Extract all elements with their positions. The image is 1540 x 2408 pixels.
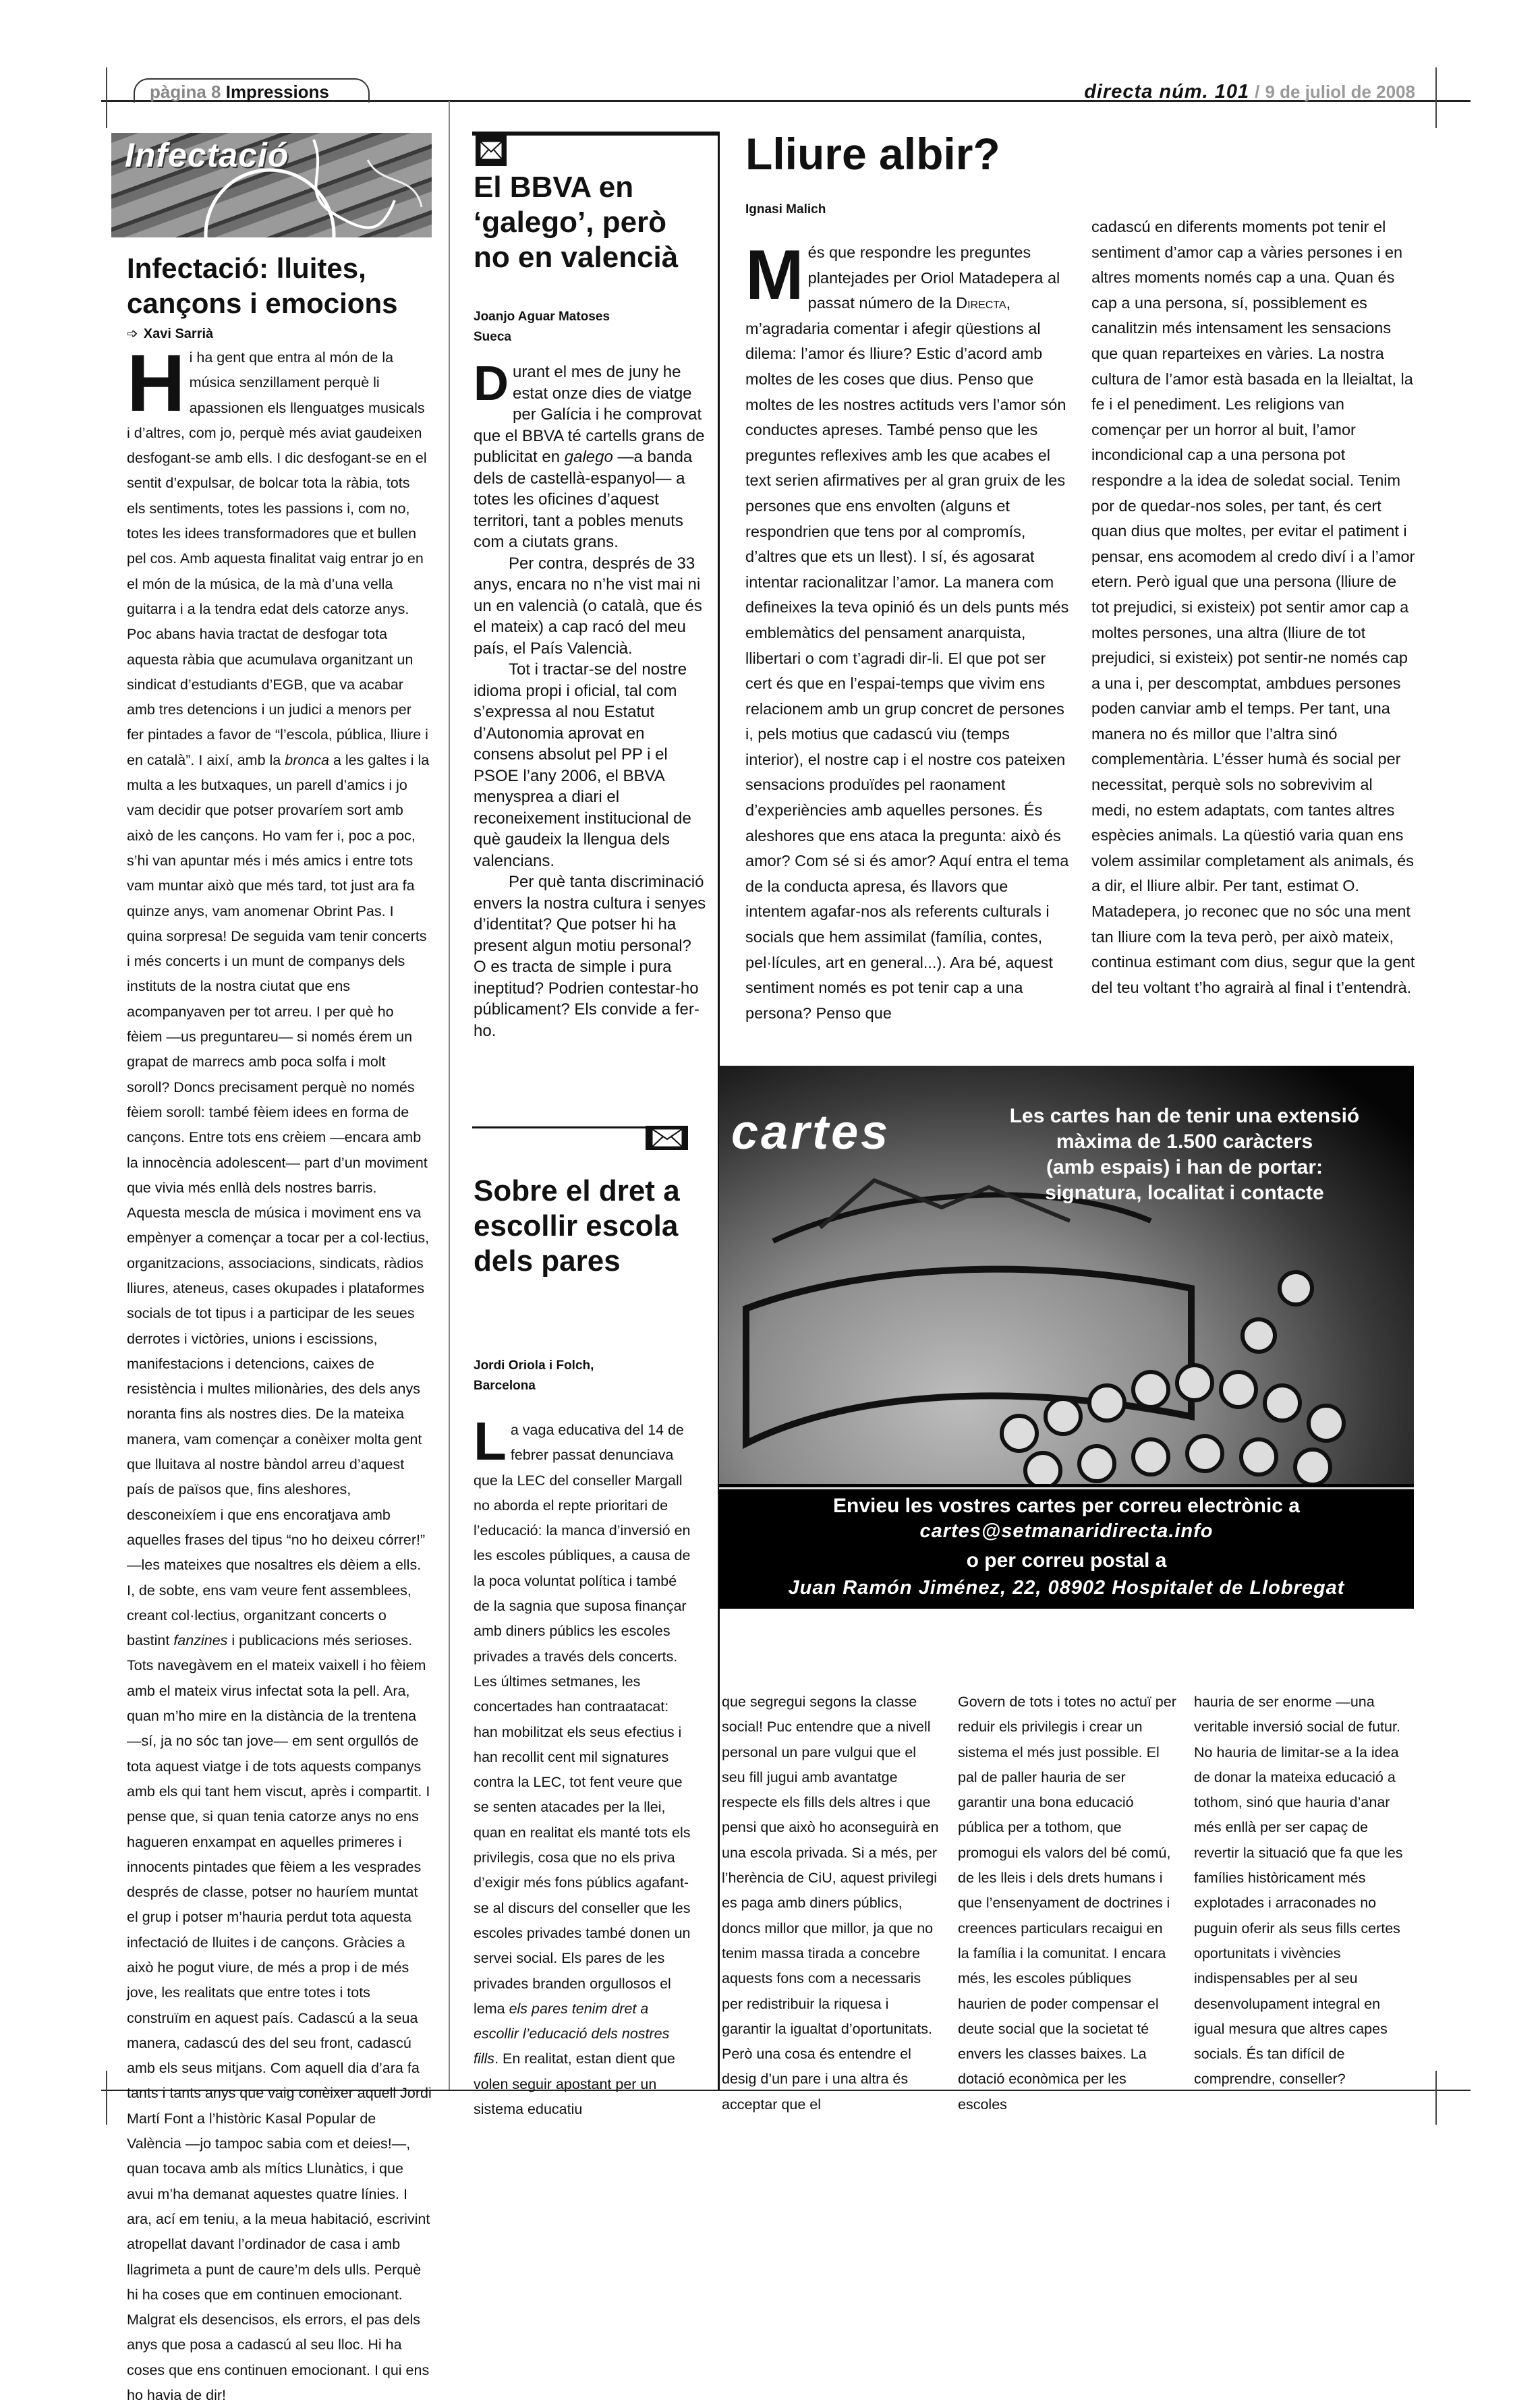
section-name: Impressions <box>225 82 329 102</box>
email-link[interactable]: cartes@setmanaridirecta.info <box>919 1520 1214 1542</box>
lliure-body-col1 <box>745 236 1069 1026</box>
bbva-body <box>474 357 706 1041</box>
text-run: i ha gent que entra al món de la música senzillament perquè li apassionen els llenguatges musicals i d’altres, com jo, perquè més aviat gaudeixen desfogant-se amb ells. I dic desfogant-se en el sentit d’expulsar, de bolcar tota la ràbia, tots els sentiments, totes les passions i, com no, totes les idees transformadores que et bullen pel cos. Amb aquesta finalitat vaig entrar jo en el món de la música, de la mà d’una vella guitarra i a la tendra edat dels catorze anys. Poc abans havia tractat de desfogar tota aquesta ràbia que acumulava organitzant un sindicat d’estudiants d’EGB, que va acabar amb tres detencions i un judici a menors per fer pintades a favor de “l’escola, pública, lliure i en català”. I així, amb la <box>127 349 428 768</box>
cartes-banner <box>719 1487 1414 1609</box>
location: Barcelona <box>474 1379 536 1393</box>
send-post-text: o per correu postal a <box>966 1549 1167 1572</box>
article-text <box>722 1694 939 2113</box>
frame-left-bottom <box>106 2071 107 2125</box>
paragraph <box>474 659 706 871</box>
article-text <box>1091 218 1415 996</box>
infectacio-title: Infectació: lluites, cançons i emocions <box>127 252 398 319</box>
page-number: pàgina 8 <box>150 82 221 102</box>
text-run: a vaga educativa del 14 de febrer passat denunciava que la LEC del conseller Margall no aborda el repte prioritari de l’educació: la manca d’inversió en les escoles públiques, a causa de la poca voluntat política i també de la sagnia que suposa finançar amb diners públics les escoles privades a través dels concerts. Les últimes setmanes, les concertades han contraatacat: han mobilitzat els seus efectius i han recollit cent mil signatures contra la LEC, tot fent veure que se senten atacades per la llei, quan en realitat els manté tots els privilegis, cosa que no els priva d’exigir més fons públics agafant-se al discurs del conseller que les escoles privades també donen un servei social. Els pares de les privades branden orgullosos el lema <box>474 1422 691 2017</box>
bbva-byline <box>474 307 610 347</box>
arrow-icon: ➩ <box>127 326 138 341</box>
frame-right-top <box>1435 67 1437 128</box>
envelope-icon <box>646 1126 688 1150</box>
author: Xavi Sarrià <box>143 326 214 341</box>
envelope-icon <box>476 135 507 166</box>
publication-issue: directa núm. 101 <box>1084 81 1250 103</box>
drop-cap: D <box>474 357 509 411</box>
article-text <box>127 338 432 2404</box>
text-run: a les galtes i la multa a les butxaques, un parell d’amics i jo vam decidir que potser provaríem sort amb això de les cançons. Ho vam fer i, poc a poc, s’hi van apuntar més i més amics i entre tots vam muntar això que més tard, tot just ara fa quinze anys, vam anomenar Obrint Pas. I quina sorpresa! De seguida vam tenir concerts i més concerts i un munt de companys dels instituts de la nostra ciutat que ens acompanyaven per tot arreu. I per què ho fèiem —us preguntareu— si només érem un grapat de marrecs amb poca solfa i molt soroll? Doncs precisament perquè no només fèiem soroll: també fèiem idees en forma de cançons. Entre tots ens crèiem —encara amb la innocència adolescent— part d’un moviment que vivia més enllà dels nostres barris. Aquesta mescla de música i moviment ens va empènyer a començar a tocar per a col·lectius, organitzacions, associacions, sindicats, ràdios lliures, ateneus, cases okupades i plataformes socials de tot tipus i a participar de les seues derrotes i victòries, unions i escissions, manifestacions i detencions, caixes de resistència i multes milionàries, des dels anys noranta fins als nostres dies. De la mateixa manera, vam començar a conèixer molta gent que lluitava al nostre bàndol arreu d’aquest país de països que, fins aleshores, desconeixíem i que ens encoratjava amb aquelles frases del tipus “no ho deixeu córrer!” —les mateixes que nosaltres els dèiem a ells. I, de sobte, ens vam veure fent assemblees, creant col·lectius, organitzant concerts o bastint <box>127 751 430 1649</box>
frame-left-top <box>106 67 107 128</box>
paragraph <box>474 357 706 553</box>
text-run: i publicacions més serioses. Tots navegàvem en el mateix vaixell i ho fèiem amb el mateix virus infectat sota la pell. Ara, quan m’ho mire en la distància de la trentena —sí, ja no sóc tan jove— em sent orgullós de tota aquest viatge i de tots aquests companys amb els qui tant hem viscut, après i compartit. I pense que, si quan tenia catorze anys no ens hagueren enxampat en aquelles primeres i innocents pintades que fèiem a les vesprades després de classe, potser no hauríem muntat el grup i potser m’hauria perdut tota aquesta infectació de lluites i de cançons. Gràcies a això he pogut viure, de més a prop i de més jove, les realitats que entre totes i tots construïm en aquest país. Cadascú a la seua manera, cadascú des del seu front, cadascú amb els seus mitjans. Com aquell dia d’ara fa tants i tants anys que vaig conèixer aquell Jordi Martí Font a l’històric Kasal Popular de València —jo tampoc sabia com et deies!—, quan tocava amb als mítics Llunàtics, i que avui m’ha demanat aquestes quatre línies. I ara, ací em teniu, a la meua habitació, escrivint atropellat davant l’ordinador de casa i amb llagrimeta a punt de caure’m dels ulls. Perquè hi ha coses que em continuen emocionant. Malgrat els desencisos, els errors, el pas dels anys que posa a cadascú al seu lloc. Hi ha coses que ens continuen emocionant. I qui ens ho havia de dir! <box>127 1632 432 2404</box>
text-run: és que respondre les preguntes plantejades per Oriol Matadepera al passat número de la <box>807 243 1060 312</box>
author: Jordi Oriola i Folch, <box>474 1358 594 1373</box>
escola-byline <box>474 1356 594 1396</box>
cartes-heading: cartes <box>731 1106 891 1159</box>
column-divider-1 <box>449 101 450 2090</box>
escola-body-col3 <box>958 1690 1177 2117</box>
text-run: Per contra, després de 33 anys, encara no n’he vist mai ni un en valencià (o català, que és el mateix) a cap racó del meu país, el País Valencià. <box>474 554 702 658</box>
drop-cap: M <box>745 236 804 314</box>
article-text <box>958 1694 1176 2113</box>
rule-line: signatura, localitat i contacte <box>1045 1182 1324 1204</box>
drop-cap: L <box>474 1411 507 1471</box>
lliure-body-col2 <box>1091 214 1415 1000</box>
rule-line: màxima de 1.500 caràcters <box>1056 1130 1313 1153</box>
infectacio-image <box>111 133 432 237</box>
location: Sueca <box>474 330 511 344</box>
rule-line: (amb espais) i han de portar: <box>1046 1156 1323 1178</box>
rule-line: Les cartes han de tenir una extensió <box>1009 1105 1360 1127</box>
paragraph <box>474 871 706 1041</box>
author: Joanjo Aguar Matoses <box>474 310 610 324</box>
paragraph-text <box>474 660 691 870</box>
drop-cap: H <box>127 338 186 428</box>
article-text <box>474 1422 691 2117</box>
masthead <box>1084 78 1415 105</box>
text-run: . En realitat, estan dient que volen seguir apostant per un sistema educatiu <box>474 2051 675 2118</box>
escola-body-col2 <box>722 1690 941 2117</box>
escola-title: Sobre el dret a escollir escola dels pares <box>474 1174 680 1278</box>
issue-date: 9 de juliol de 2008 <box>1265 82 1415 102</box>
italic-text: bronca <box>285 751 329 768</box>
text-run: Tot i tractar-se del nostre idioma propi i oficial, tal com s’expressa al nou Estatut d’Autonomia aprovat en consens absolut pel PP i el PSOE l’any 2006, el BBVA menysprea a diari el reconeixement institucional de què gaudeix la llengua dels valencians. <box>474 660 691 870</box>
escola-body-col1 <box>474 1411 696 2122</box>
italic-text: els pares tenim dret a escollir l’educació dels nostres fills <box>474 2000 670 2067</box>
cartes-rules <box>975 1103 1394 1206</box>
frame-right-bottom <box>1435 2071 1437 2125</box>
text-run: Govern de tots i totes no actuï per reduir els privilegis i crear un sistema el més just possible. El pal de paller hauria de ser garantir una bona educació pública per a tothom, que promogui els valors del bé comú, de les lleis i dels drets humans i que l’ensenyament de doctrines i creences particulars recaigui en la família i la comunitat. I encara més, les escoles públiques haurien de poder compensar el deute social que la societat té envers les classes baixes. La dotació econòmica per les escoles <box>958 1694 1176 2113</box>
postal-address: Juan Ramón Jiménez, 22, 08902 Hospitalet de Llobregat <box>788 1577 1345 1599</box>
paragraph-text <box>474 873 706 1040</box>
text-run: cadascú en diferents moments pot tenir el sentiment d’amor cap a vàries persones i en altres moments només cap a una. Quan és cap a una persona, sí, possiblement es canalitzin més intensament les sensacions que quan reparteixes en vàries. La nostra cultura de l’amor està basada en la lleialtat, la fe i el penediment. Les religions van començar per un horror al buit, l’amor incondicional cap a una persona pot respondre a la idea de soledat social. Tenim por de quedar-nos soles, per tant, és cert quan dius que moltes, per evitar el patiment i pensar, ens acomodem al credo diví i a l’amor etern. Però igual que una persona (lliure de tot prejudici, si existeix) pot sentir amor cap a moltes persones, una altra (lliure de tot prejudici, si existeix) pot sentir-ne només cap a una i, per descomptat, ambdues persones poden canviar amb el temps. Per tant, una manera no és millor que l’altra sinó complementària. L’ésser humà és social per necessitat, perquè sols no sobrevivim al medi, no estem adaptats, com tantes altres espècies animals. La qüestió varia quan ens volem assimilar completament als animals, és a dir, el lliure albir. Per tant, estimat O. Matadepera, jo reconec que no sóc una ment tan lliure com la teva però, per això mateix, continua estimant com dius, segur que la gent del teu voltant t’ho agrairà al final i t’entendrà. <box>1091 218 1415 996</box>
lliure-title: Lliure albir? <box>745 129 1000 179</box>
paragraph <box>474 553 706 660</box>
text-run: , m’agradaria comentar i afegir qüestions al dilema: l’amor és lliure? Estic d’acord amb moltes de les coses que dius. Penso que moltes de les nostres actituds vers l’amor són conductes apreses. També penso que les preguntes reflexives amb les que acabes el text serien afirmatives per al gran gruix de les persones que ens envolten (alguns et respondrien que tens por al compromís, d’altres que ets un llest). I sí, és agosarat intentar racionalitzar l’amor. La manera com defineixes la teva opinió és un dels punts més emblemàtics del pensament anarquista, llibertari o com t’agradi dir-li. El que pot ser cert és que en l’espai-temps que vivim ens relacionem amb un grup concret de persones i, pels motius que cadascú viu (temps interior), el nostre cap i el nostre cos pateixen sensacions produïdes pel raonament d’experiències amb aquelles persones. És aleshores que ens ataca la pregunta: això és amor? Com sé si és amor? Aquí entra el tema de la conducta apresa, és llavors que intentem agafar-nos als referents culturals i socials que hem assimilat (família, contes, pel·lícules, art en general...). Ara bé, aquest sentiment només es pot tenir cap a una persona? Penso que <box>745 294 1069 1022</box>
infectacio-image-label: Infectació <box>125 136 289 174</box>
escola-body-col4 <box>1194 1690 1413 2092</box>
separator: / <box>1255 82 1260 102</box>
italic-text: fanzines <box>173 1632 228 1649</box>
text-run: —a banda dels de castellà-espanyol— a totes les oficines d’aquest territori, tant a pobles menuts com a ciutats grans. <box>474 448 693 551</box>
text-run: hauria de ser enorme —una veritable inversió social de futur. No hauria de limitar-se a la idea de donar la mateixa educació a tothom, sinó que hauria d’anar més enllà per ser capaç de revertir la situació que fa que les famílies històricament més explotades i arraconades no puguin oferir als seus fills certes oportunitats i vivències indispensables per al seu desenvolupament integral en igual mesura que altres capes socials. És tan difícil de comprendre, conseller? <box>1194 1694 1403 2088</box>
lliure-byline: Ignasi Malich <box>745 202 826 217</box>
bbva-box-top <box>472 132 719 136</box>
article-text <box>1194 1694 1403 2087</box>
text-run: Per què tanta discriminació envers la nostra cultura i senyes d’identitat? Que potser hi ha present algun motiu personal? O es tracta de simple i pura ineptitud? Podrien contestar-ho públicament? Els convide a fer-ho. <box>474 873 706 1040</box>
infectacio-body <box>127 338 432 2408</box>
send-email-text: Envieu les vostres cartes per correu electrònic a <box>832 1495 1300 1517</box>
publication-name: Directa <box>956 294 1006 312</box>
text-run: que segregui segons la classe social! Puc entendre que a nivell personal un pare vulgui que el seu fill jugui amb avantatge respecte els fills dels altres i que pensi que això ho aconseguirà en una escola privada. Si a més, per l’herència de CiU, aquest privilegi es paga amb diners públics, doncs millor que millor, ja que no tenim massa tirada a concebre aquests fons com a necessaris per redistribuir la riquesa i garantir la igualtat d’oportunitats. Però una cosa és entendre el desig d’un pare i una altra és acceptar que el <box>722 1694 939 2113</box>
bbva-title: El BBVA en ‘galego’, però no en valencià <box>474 171 679 274</box>
section-tab <box>134 78 370 103</box>
italic-text: galego <box>564 448 613 466</box>
article-paragraphs <box>474 357 706 1041</box>
article-text <box>745 236 1069 1022</box>
text-run: urant el mes de juny he estat onze dies de viatge per Galícia i he comprovat que el BBVA té cartells grans de publicitat en <box>474 363 705 466</box>
paragraph-text <box>474 554 702 658</box>
cartes-box <box>719 1066 1414 1609</box>
